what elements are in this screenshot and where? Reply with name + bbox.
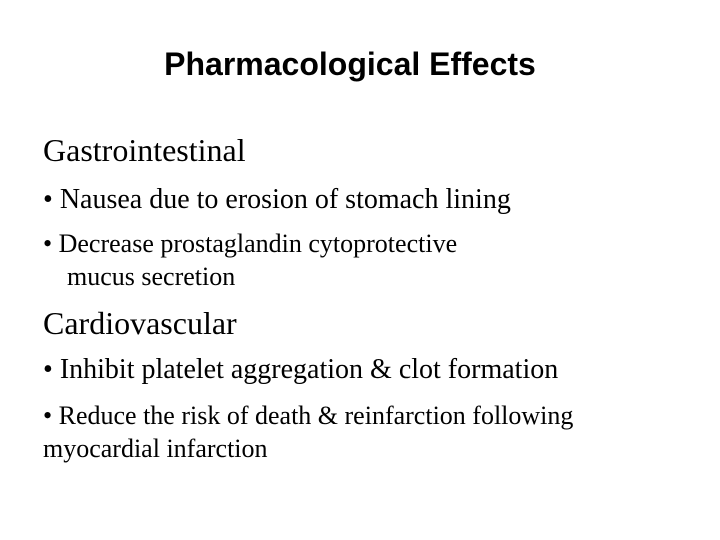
section-heading-gastrointestinal: Gastrointestinal — [43, 132, 246, 168]
bullet-text: Decrease prostaglandin cytoprotective — [58, 229, 458, 258]
bullet-text: Inhibit platelet aggregation & clot formation — [59, 354, 559, 385]
bullet-marker: • — [43, 354, 53, 385]
bullet-item — [43, 184, 511, 216]
bullet-marker: • — [43, 184, 53, 215]
bullet-item — [43, 400, 573, 432]
bullet-marker: • — [43, 401, 53, 430]
bullet-continuation: myocardial infarction — [43, 434, 268, 463]
bullet-item — [43, 354, 558, 386]
bullet-marker: • — [43, 229, 53, 258]
bullet-continuation: mucus secretion — [67, 262, 236, 291]
slide-title: Pharmacological Effects — [164, 46, 536, 82]
bullet-text: Reduce the risk of death & reinfarction following — [58, 401, 574, 430]
bullet-text: Nausea due to erosion of stomach lining — [59, 184, 511, 215]
section-heading-cardiovascular: Cardiovascular — [43, 305, 237, 341]
bullet-item — [43, 228, 457, 260]
